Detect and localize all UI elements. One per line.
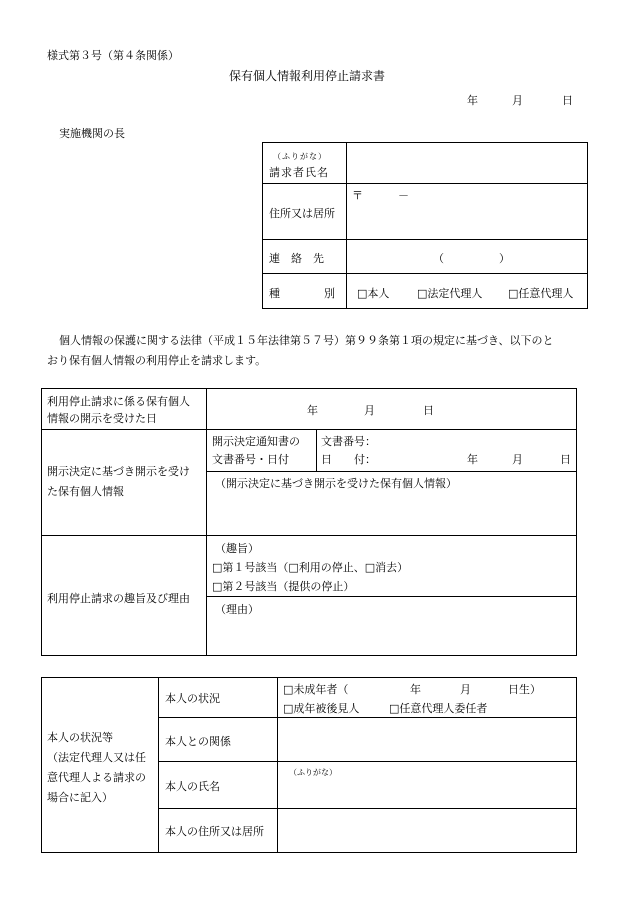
furigana-label: （ふりがな）	[273, 152, 327, 161]
purpose-reason-label: 利用停止請求の趣旨及び理由	[47, 592, 190, 605]
person-group-label-4: 場合に記入）	[47, 791, 113, 804]
form-number: 様式第３号（第４条関係）	[47, 49, 179, 62]
date-month-label: 月	[512, 94, 523, 107]
disclosure-date-year: 年	[307, 404, 318, 417]
guardian-option[interactable]: □成年被後見人	[283, 702, 360, 715]
purpose-option-2[interactable]: □第２号該当（提供の停止）	[212, 580, 355, 593]
disclosed-info-label-1: 開示決定に基づき開示を受け	[47, 465, 190, 478]
addressee: 実施機関の長	[59, 127, 125, 140]
person-name-furigana: （ふりがな）	[289, 768, 337, 777]
purpose-heading: （趣旨）	[215, 542, 259, 555]
requester-name-label: 請求者氏名	[269, 166, 329, 179]
notice-label-2: 文書番号・日付	[212, 453, 289, 466]
doc-number-label: 文書番号：	[321, 435, 376, 448]
purpose-option-1[interactable]: □第１号該当（□利用の停止、□消去）	[212, 561, 409, 574]
person-group-label-2: （法定代理人又は任	[47, 751, 146, 764]
person-group-label-1: 本人の状況等	[47, 731, 113, 744]
doc-date-year: 年	[467, 453, 478, 466]
page-title: 保有個人情報利用停止請求書	[229, 69, 386, 83]
minor-birth-day: 日生）	[508, 683, 541, 696]
minor-option[interactable]: □未成年者（	[283, 683, 349, 696]
disclosed-info-label-2: た保有個人情報	[47, 485, 124, 498]
disclosure-date-month: 月	[364, 404, 375, 417]
disclosure-date-label-1: 利用停止請求に係る保有個人	[47, 395, 190, 408]
doc-date-month: 月	[512, 453, 523, 466]
minor-birth-month: 月	[460, 683, 471, 696]
statement-line-2: おり保有個人情報の利用停止を請求します。	[47, 354, 267, 367]
doc-date-label: 日 付：	[321, 453, 376, 466]
type-option-voluntary-agent[interactable]: □任意代理人	[508, 287, 574, 300]
person-relation-label: 本人との関係	[165, 735, 231, 748]
statement-line-1: 個人情報の保護に関する法律（平成１５年法律第５７号）第９９条第１項の規定に基づき、以下のと	[59, 334, 554, 347]
address-label: 住所又は居所	[269, 207, 335, 220]
type-label: 種 別	[269, 287, 335, 300]
doc-date-day: 日	[560, 453, 571, 466]
postal-mark: 〒	[352, 189, 363, 202]
disclosed-info-note: （開示決定に基づき開示を受けた保有個人情報）	[215, 477, 457, 490]
type-option-legal-agent[interactable]: □法定代理人	[417, 287, 483, 300]
postal-dash: －	[398, 189, 409, 202]
person-status-label: 本人の状況	[165, 692, 220, 705]
contact-label: 連 絡 先	[269, 252, 324, 265]
reason-heading: （理由）	[215, 603, 259, 616]
person-group-label-3: 意代理人よる請求の	[47, 771, 146, 784]
person-name-label: 本人の氏名	[165, 780, 220, 793]
minor-birth-year: 年	[410, 683, 421, 696]
disclosure-date-label-2: 情報の開示を受けた日	[47, 412, 157, 425]
notice-label-1: 開示決定通知書の	[212, 435, 300, 448]
delegator-option[interactable]: □任意代理人委任者	[389, 702, 488, 715]
date-year-label: 年	[467, 94, 478, 107]
date-day-label: 日	[562, 94, 573, 107]
person-address-label: 本人の住所又は居所	[165, 825, 264, 838]
type-option-self[interactable]: □本人	[357, 287, 390, 300]
contact-parens: （ ）	[433, 252, 510, 265]
disclosure-date-day: 日	[423, 404, 434, 417]
